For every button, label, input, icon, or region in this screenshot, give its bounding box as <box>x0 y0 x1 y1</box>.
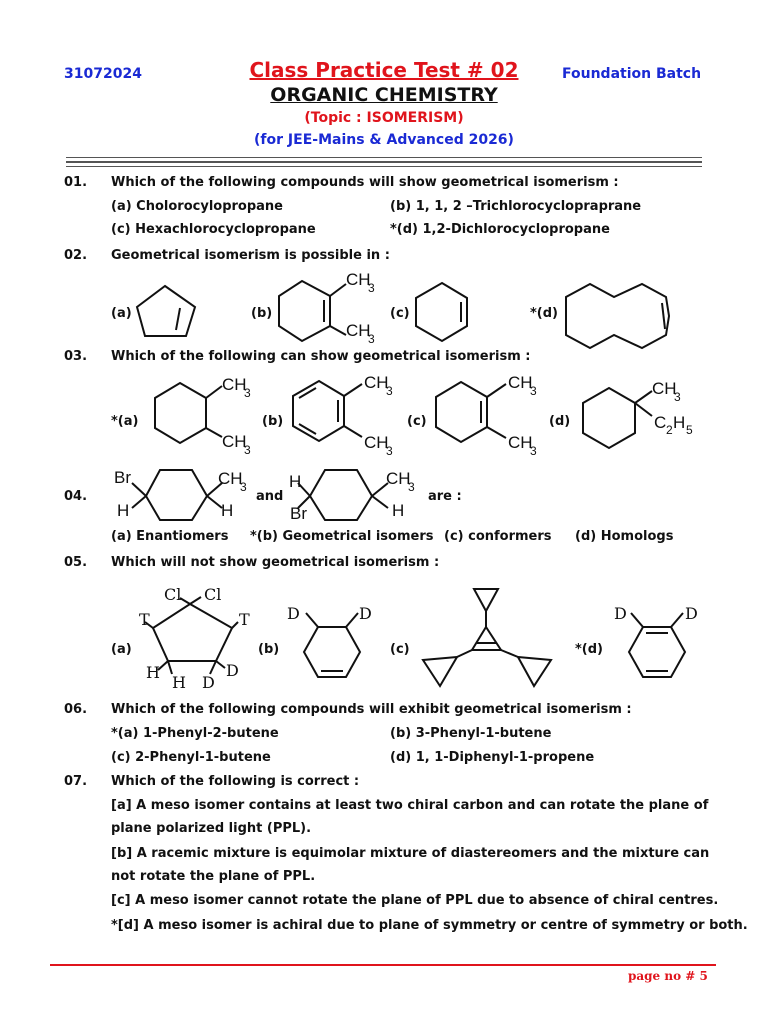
svg-text:CH: CH <box>364 373 389 392</box>
svg-text:D: D <box>202 673 215 692</box>
option-d: *(d) <box>530 306 558 321</box>
option-d: (d) Homologs <box>575 529 674 544</box>
cyclohexene-structure <box>416 283 467 341</box>
option-d: *(d) 1,2-Dichlorocyclopropane <box>390 222 610 237</box>
question-number: 05. <box>64 555 88 570</box>
svg-text:H: H <box>221 501 234 520</box>
svg-text:3: 3 <box>530 384 537 398</box>
svg-text:CH: CH <box>222 432 247 451</box>
svg-text:3: 3 <box>368 332 375 346</box>
svg-text:3: 3 <box>244 443 251 457</box>
svg-text:H: H <box>392 501 405 520</box>
question-number: 04. <box>64 489 88 504</box>
svg-text:2: 2 <box>666 423 673 437</box>
dimethylcyclohexane-structure <box>155 375 251 457</box>
question-number: 02. <box>64 248 88 263</box>
svg-text:H: H <box>146 663 160 682</box>
page-number: page no # 5 <box>628 969 708 983</box>
svg-text:CH: CH <box>508 373 533 392</box>
statement-b-cont: not rotate the plane of PPL. <box>111 869 316 884</box>
and-label: and <box>256 489 284 504</box>
svg-text:D: D <box>685 604 698 623</box>
dimethylcyclohexane-chair-structure <box>289 469 415 523</box>
svg-text:T: T <box>139 610 150 629</box>
svg-text:3: 3 <box>408 480 415 494</box>
svg-text:D: D <box>287 604 300 623</box>
svg-text:H: H <box>289 472 302 491</box>
option-d: (d) <box>549 414 571 429</box>
question-text: Which of the following compounds will exhibit geometrical isomerism : <box>111 702 632 717</box>
svg-text:H: H <box>172 673 186 692</box>
svg-text:CH: CH <box>218 469 243 488</box>
svg-text:5: 5 <box>686 423 693 437</box>
option-c: (c) conformers <box>444 529 552 544</box>
option-a: (a) <box>111 642 132 657</box>
option-a: (a) Cholorocylopropane <box>111 199 284 214</box>
dimethylcyclohexene-structure <box>279 270 375 346</box>
question-number: 07. <box>64 774 88 789</box>
tricyclopropylcyclopropene-structure <box>423 589 551 686</box>
option-c: (c) <box>390 306 410 321</box>
svg-text:3: 3 <box>244 386 251 400</box>
dimethylcyclohexane-chair-structure <box>114 468 247 520</box>
topic-line: (Topic : ISOMERISM) <box>304 110 464 126</box>
svg-text:CH: CH <box>652 379 677 398</box>
question-text: Which of the following can show geometrical isomerism : <box>111 349 531 364</box>
option-d: (d) 1, 1-Diphenyl-1-propene <box>390 750 595 765</box>
statement-c: [c] A meso isomer cannot rotate the plane of PPL due to absence of chiral centres. <box>111 893 719 908</box>
option-c: (c) 2-Phenyl-1-butene <box>111 750 271 765</box>
svg-text:CH: CH <box>386 469 411 488</box>
are-label: are : <box>428 489 462 504</box>
option-c: (c) Hexachlorocyclopropane <box>111 222 316 237</box>
option-b: *(b) Geometrical isomers <box>250 529 434 544</box>
option-b: (b) <box>251 306 273 321</box>
dideuterio-cyclohexene-structure <box>287 604 372 677</box>
svg-text:D: D <box>614 604 627 623</box>
svg-text:H: H <box>117 501 130 520</box>
footer-divider <box>50 964 716 966</box>
dideuterio-cyclohexadiene-structure <box>614 604 698 677</box>
svg-text:H: H <box>673 413 686 432</box>
svg-text:3: 3 <box>368 281 375 295</box>
option-a: (a) <box>111 306 132 321</box>
option-b: (b) <box>262 414 284 429</box>
svg-text:D: D <box>359 604 372 623</box>
svg-text:Cl: Cl <box>164 585 182 604</box>
xylene-structure <box>293 373 393 458</box>
svg-text:T: T <box>239 610 250 629</box>
statement-b: [b] A racemic mixture is equimolar mixture of diastereomers and the mixture can <box>111 846 710 861</box>
svg-text:Br: Br <box>114 468 131 487</box>
question-number: 01. <box>64 175 88 190</box>
option-c: (c) <box>407 414 427 429</box>
question-text: Which will not show geometrical isomerism : <box>111 555 440 570</box>
dimethylcyclohexene-structure <box>436 373 537 458</box>
svg-text:CH: CH <box>346 321 371 340</box>
option-d: *(d) <box>575 642 603 657</box>
statement-a-cont: plane polarized light (PPL). <box>111 821 312 836</box>
svg-text:3: 3 <box>386 444 393 458</box>
question-number: 06. <box>64 702 88 717</box>
svg-text:CH: CH <box>222 375 247 394</box>
svg-text:3: 3 <box>530 444 537 458</box>
statement-d: *[d] A meso isomer is achiral due to plane of symmetry or centre of symmetry or both. <box>111 918 748 933</box>
batch-name: Foundation Batch <box>562 66 702 82</box>
option-b: (b) 3-Phenyl-1-butene <box>390 726 552 741</box>
svg-text:CH: CH <box>346 270 371 289</box>
svg-text:CH: CH <box>364 433 389 452</box>
question-number: 03. <box>64 349 88 364</box>
option-a: *(a) <box>111 414 139 429</box>
subject-title: ORGANIC CHEMISTRY <box>270 84 498 106</box>
svg-text:3: 3 <box>674 390 681 404</box>
svg-text:3: 3 <box>240 480 247 494</box>
statement-a: [a] A meso isomer contains at least two chiral carbon and can rotate the plane of <box>111 798 709 813</box>
svg-text:Br: Br <box>290 504 307 523</box>
ethylmethylcyclohexane-structure <box>583 379 693 448</box>
question-text: Geometrical isomerism is possible in : <box>111 248 390 263</box>
svg-text:Cl: Cl <box>204 585 222 604</box>
test-code: 31072024 <box>64 66 142 82</box>
svg-text:3: 3 <box>386 384 393 398</box>
svg-text:D: D <box>226 661 239 680</box>
exam-line: (for JEE-Mains & Advanced 2026) <box>254 132 514 148</box>
option-a: (a) Enantiomers <box>111 529 229 544</box>
option-a: *(a) 1-Phenyl-2-butene <box>111 726 279 741</box>
question-text: Which of the following compounds will show geometrical isomerism : <box>111 175 619 190</box>
option-b: (b) <box>258 642 280 657</box>
svg-text:C: C <box>654 413 667 432</box>
cyclopentene-structure <box>137 286 195 336</box>
page-title: Class Practice Test # 02 <box>249 58 519 82</box>
question-text: Which of the following is correct : <box>111 774 360 789</box>
substituted-cyclopentane-structure <box>139 585 250 692</box>
svg-text:CH: CH <box>508 433 533 452</box>
option-b: (b) 1, 1, 2 –Trichlorocyclopraprane <box>390 199 642 214</box>
option-c: (c) <box>390 642 410 657</box>
cyclodecene-structure <box>566 284 669 348</box>
